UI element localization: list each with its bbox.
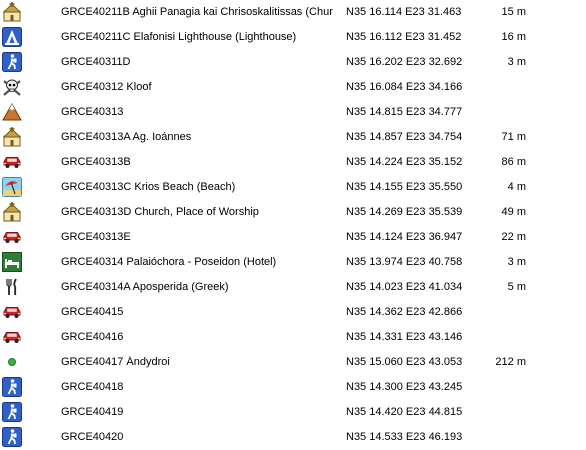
waypoint-row[interactable] xyxy=(0,350,586,375)
waypoint-row[interactable] xyxy=(0,25,586,50)
waypoint-coordinates: N35 16.202 E23 32.692 xyxy=(346,56,463,68)
waypoint-coordinates: N35 14.269 E23 35.539 xyxy=(346,206,463,218)
waypoint-row[interactable] xyxy=(0,200,586,225)
waypoint-row[interactable] xyxy=(0,275,586,300)
waypoint-name: GRCE40313A Ag. Ioánnes xyxy=(61,131,192,143)
waypoint-row[interactable] xyxy=(0,425,586,450)
waypoint-name: GRCE40417 Ándydroi xyxy=(61,356,170,368)
waypoint-coordinates: N35 14.331 E23 43.146 xyxy=(346,331,463,343)
hiker-icon xyxy=(1,401,23,423)
waypoint-name: GRCE40314A Aposperida (Greek) xyxy=(61,281,229,293)
hiker-icon xyxy=(1,426,23,448)
waypoint-coordinates: N35 16.114 E23 31.463 xyxy=(346,6,462,18)
waypoint-row[interactable] xyxy=(0,325,586,350)
waypoint-row[interactable] xyxy=(0,300,586,325)
waypoint-coordinates: N35 14.857 E23 34.754 xyxy=(346,131,463,143)
waypoint-distance: 71 m xyxy=(501,131,526,143)
waypoint-coordinates: N35 14.023 E23 41.034 xyxy=(346,281,463,293)
waypoint-coordinates: N35 14.224 E23 35.152 xyxy=(346,156,463,168)
waypoint-distance: 86 m xyxy=(501,156,526,168)
waypoint-row[interactable] xyxy=(0,250,586,275)
car-icon xyxy=(1,326,23,348)
waypoint-coordinates: N35 14.420 E23 44.815 xyxy=(346,406,463,418)
waypoint-coordinates: N35 16.112 E23 31.452 xyxy=(346,31,462,43)
waypoint-name: GRCE40211C Elafonisi Lighthouse (Lighthouse) xyxy=(61,31,297,43)
waypoint-name: GRCE40313D Church, Place of Worship xyxy=(61,206,259,218)
beach-icon xyxy=(1,176,23,198)
waypoint-row[interactable] xyxy=(0,175,586,200)
church-icon xyxy=(1,126,23,148)
lighthouse-icon xyxy=(1,26,23,48)
waypoint-row[interactable] xyxy=(0,375,586,400)
waypoint-distance: 4 m xyxy=(507,181,526,193)
summit-icon xyxy=(1,101,23,123)
waypoint-name: GRCE40415 xyxy=(61,306,124,318)
waypoint-row[interactable] xyxy=(0,125,586,150)
waypoint-name: GRCE40418 xyxy=(61,381,124,393)
waypoint-name: GRCE40314 Palaióchora - Poseidon (Hotel) xyxy=(61,256,277,268)
hotel-icon xyxy=(1,251,23,273)
waypoint-distance: 49 m xyxy=(501,206,526,218)
waypoint-distance: 5 m xyxy=(507,281,526,293)
waypoint-coordinates: N35 14.300 E23 43.245 xyxy=(346,381,463,393)
car-icon xyxy=(1,226,23,248)
waypoint-coordinates: N35 14.124 E23 36.947 xyxy=(346,231,463,243)
waypoint-name: GRCE40311D xyxy=(61,56,131,68)
car-icon xyxy=(1,301,23,323)
waypoint-name: GRCE40420 xyxy=(61,431,124,443)
waypoint-coordinates: N35 14.155 E23 35.550 xyxy=(346,181,463,193)
waypoint-distance: 22 m xyxy=(501,231,526,243)
waypoint-coordinates: N35 13.974 E23 40.758 xyxy=(346,256,463,268)
waypoint-name: GRCE40211B Aghii Panagia kai Chrisoskalitissas (Chur xyxy=(61,6,333,18)
waypoint-name: GRCE40419 xyxy=(61,406,124,418)
waypoint-name: GRCE40313B xyxy=(61,156,131,168)
waypoint-row[interactable] xyxy=(0,0,586,25)
waypoint-coordinates: N35 14.815 E23 34.777 xyxy=(346,106,463,118)
waypoint-row[interactable] xyxy=(0,150,586,175)
waypoint-row[interactable] xyxy=(0,400,586,425)
church-icon xyxy=(1,1,23,23)
church-icon xyxy=(1,201,23,223)
green-dot-icon xyxy=(1,351,23,373)
hiker-icon xyxy=(1,376,23,398)
waypoint-row[interactable] xyxy=(0,75,586,100)
waypoint-coordinates: N35 14.362 E23 42.866 xyxy=(346,306,463,318)
hiker-icon xyxy=(1,51,23,73)
waypoint-distance: 15 m xyxy=(501,6,526,18)
waypoint-distance: 212 m xyxy=(495,356,526,368)
waypoint-row[interactable] xyxy=(0,100,586,125)
restaurant-icon xyxy=(1,276,23,298)
waypoint-coordinates: N35 14.533 E23 46.193 xyxy=(346,431,463,443)
waypoint-name: GRCE40312 Kloof xyxy=(61,81,152,93)
waypoint-distance: 16 m xyxy=(501,31,526,43)
waypoint-row[interactable] xyxy=(0,225,586,250)
waypoint-coordinates: N35 15.060 E23 43.053 xyxy=(346,356,463,368)
waypoint-name: GRCE40313E xyxy=(61,231,131,243)
skull-crossbones-icon xyxy=(1,76,23,98)
waypoint-row[interactable] xyxy=(0,50,586,75)
waypoint-name: GRCE40313 xyxy=(61,106,124,118)
waypoint-name: GRCE40313C Krios Beach (Beach) xyxy=(61,181,236,193)
waypoint-coordinates: N35 16.084 E23 34.166 xyxy=(346,81,463,93)
waypoint-distance: 3 m xyxy=(507,256,526,268)
car-icon xyxy=(1,151,23,173)
waypoint-name: GRCE40416 xyxy=(61,331,124,343)
waypoint-distance: 3 m xyxy=(507,56,526,68)
